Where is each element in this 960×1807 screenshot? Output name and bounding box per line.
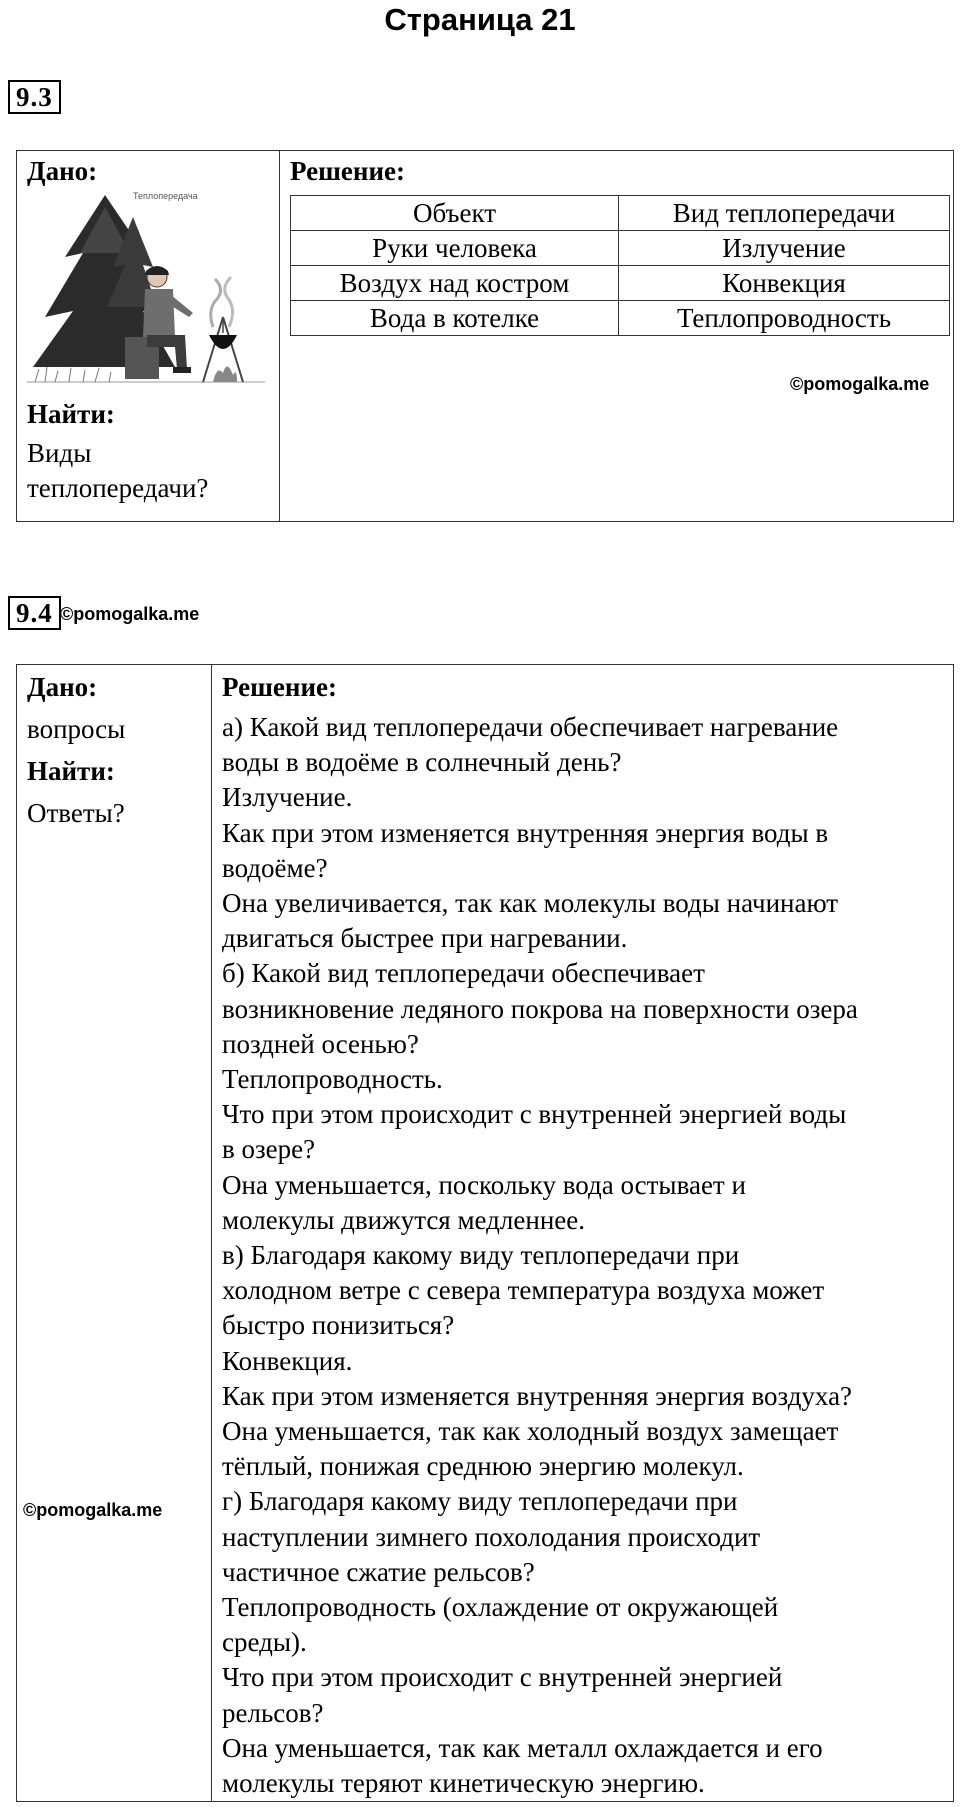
solution-line: Она увеличивается, так как молекулы воды начинают xyxy=(222,888,839,919)
solution-line: двигаться быстрее при нагревании. xyxy=(222,923,628,954)
solution-line: а) Какой вид теплопередачи обеспечивает нагревание xyxy=(222,712,839,742)
find-label: Найти: xyxy=(27,399,115,429)
solution-line: возникновение ледяного покрова на поверхности озера xyxy=(222,993,858,1024)
solution-column xyxy=(212,665,953,1801)
solution-line: наступлении зимнего похолодания происходит xyxy=(222,1521,761,1552)
solution-line: быстро понизиться? xyxy=(222,1310,455,1341)
given-text: вопросы xyxy=(27,714,126,744)
solution-line: Как при этом изменяется внутренняя энергия воды в xyxy=(222,817,829,848)
solution-line: Что при этом происходит с внутренней энергией воды xyxy=(222,1099,847,1130)
solution-line: Излучение. xyxy=(222,782,353,813)
solution-line: Она уменьшается, так как холодный воздух замещает xyxy=(222,1416,839,1447)
solution-line: Она уменьшается, поскольку вода остывает и xyxy=(222,1169,746,1200)
given-column xyxy=(17,151,280,521)
table-cell: Конвекция xyxy=(619,266,950,301)
solution-line: Теплопроводность. xyxy=(222,1064,443,1095)
solution-line: Конвекция. xyxy=(222,1345,353,1376)
solution-line: рельсов? xyxy=(222,1697,324,1728)
table-cell: Излучение xyxy=(619,231,950,266)
solution-line: Как при этом изменяется внутренняя энергия воздуха? xyxy=(222,1380,853,1411)
solution-column xyxy=(280,151,953,521)
table-row xyxy=(291,301,950,336)
table-cell: Теплопроводность xyxy=(619,301,950,336)
page-title: Страница 21 xyxy=(384,2,576,37)
solution-line: Что при этом происходит с внутренней энергией xyxy=(222,1662,783,1693)
find-text-line: теплопередачи? xyxy=(27,473,209,503)
solution-line: частичное сжатие рельсов? xyxy=(222,1556,535,1587)
find-label: Найти: xyxy=(27,756,115,786)
table-cell: Воздух над костром xyxy=(291,266,619,301)
solution-line: поздней осенью? xyxy=(222,1028,419,1059)
given-label: Дано: xyxy=(27,156,98,186)
solution-line: холодном ветре с севера температура воздуха может xyxy=(222,1275,825,1306)
solution-label: Решение: xyxy=(290,156,405,186)
solution-line: г) Благодаря какому виду теплопередачи при xyxy=(222,1486,738,1517)
table-header-type: Вид теплопередачи xyxy=(619,196,950,231)
table-row xyxy=(291,266,950,301)
table-cell: Вода в котелке xyxy=(291,301,619,336)
given-label: Дано: xyxy=(27,672,98,702)
solution-line: среды). xyxy=(222,1627,307,1658)
watermark: ©pomogalka.me xyxy=(790,374,930,394)
heat-transfer-table xyxy=(290,195,950,336)
given-column xyxy=(17,665,212,1801)
watermark: ©pomogalka.me xyxy=(60,604,200,624)
solution-text xyxy=(222,710,858,1801)
table-header-row xyxy=(291,196,950,231)
task-number: 9.3 xyxy=(8,80,61,114)
solution-line: б) Какой вид теплопередачи обеспечивает xyxy=(222,958,705,989)
find-text-line: Виды xyxy=(27,438,92,468)
image-caption: Теплопередача xyxy=(133,191,198,201)
campfire-illustration xyxy=(25,187,267,387)
solution-label: Решение: xyxy=(222,672,337,702)
task-number: 9.4 xyxy=(8,596,61,630)
solution-line: в озере? xyxy=(222,1134,316,1165)
solution-line: молекулы теряют кинетическую энергию. xyxy=(222,1768,705,1799)
solution-line: Теплопроводность (охлаждение от окружающей xyxy=(222,1592,779,1623)
task-9-3-frame xyxy=(16,150,954,522)
solution-line: молекулы движутся медленнее. xyxy=(222,1204,585,1235)
watermark: ©pomogalka.me xyxy=(23,1500,163,1520)
solution-line: тёплый, понижая среднюю энергию молекул. xyxy=(222,1451,744,1482)
table-row xyxy=(291,231,950,266)
table-cell: Руки человека xyxy=(291,231,619,266)
task-9-4-frame xyxy=(16,664,954,1802)
find-text xyxy=(27,436,208,506)
find-text: Ответы? xyxy=(27,798,125,828)
table-header-object: Объект xyxy=(291,196,619,231)
solution-line: Она уменьшается, так как металл охлаждается и его xyxy=(222,1732,823,1763)
solution-line: в) Благодаря какому виду теплопередачи при xyxy=(222,1240,740,1271)
solution-line: водоёме? xyxy=(222,852,328,883)
solution-line: воды в водоёме в солнечный день? xyxy=(222,747,622,778)
